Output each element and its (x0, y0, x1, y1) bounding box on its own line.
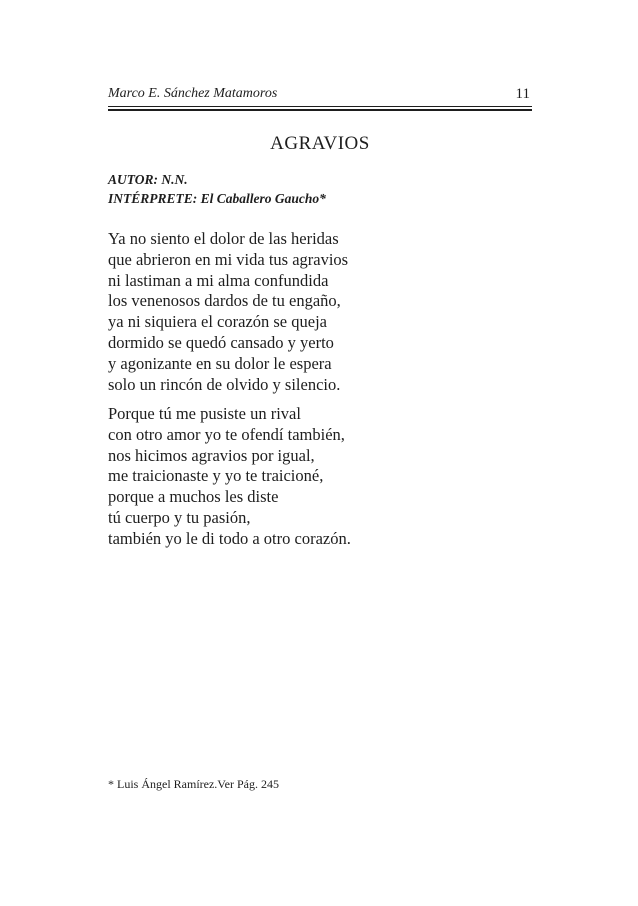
running-header (108, 86, 532, 106)
stanza-2 (108, 404, 351, 550)
verse-line: con otro amor yo te ofendí también, (108, 424, 345, 444)
verse-line: los venenosos dardos de tu engaño, (108, 291, 341, 311)
header-rule-thin (108, 106, 532, 107)
verse-line: Ya no siento el dolor de las heridas (108, 229, 339, 248)
verse-line: solo un rincón de olvido y silencio. (108, 374, 341, 394)
credit-author: AUTOR: N.N. (108, 172, 188, 187)
verse-line: ya ni siquiera el corazón se queja (108, 312, 327, 332)
header-author: Marco E. Sánchez Matamoros (108, 86, 278, 101)
verse-line: Porque tú me pusiste un rival (108, 404, 301, 423)
verse-line: y agonizante en su dolor le espera (108, 353, 332, 373)
verse-line: porque a muchos les diste (108, 487, 279, 507)
verse-line: que abrieron en mi vida tus agravios (108, 249, 349, 269)
verse-line: dormido se quedó cansado y yerto (108, 332, 334, 352)
credit-performer: INTÉRPRETE: El Caballero Gaucho* (108, 191, 326, 206)
verse-line: me traicionaste y yo te traicioné, (108, 466, 324, 486)
verse-line: ni lastiman a mi alma confundida (108, 270, 329, 290)
stanza-1 (108, 229, 348, 395)
verse-line: tú cuerpo y tu pasión, (108, 507, 251, 527)
footnote: * Luis Ángel Ramírez.Ver Pág. 245 (108, 777, 279, 791)
verse-line: también yo le di todo a otro corazón. (108, 528, 351, 548)
poem-title: AGRAVIOS (270, 133, 370, 154)
header-rule-thick (108, 109, 532, 111)
page-number: 11 (515, 86, 530, 102)
verse-line: nos hicimos agravios por igual, (108, 445, 315, 465)
